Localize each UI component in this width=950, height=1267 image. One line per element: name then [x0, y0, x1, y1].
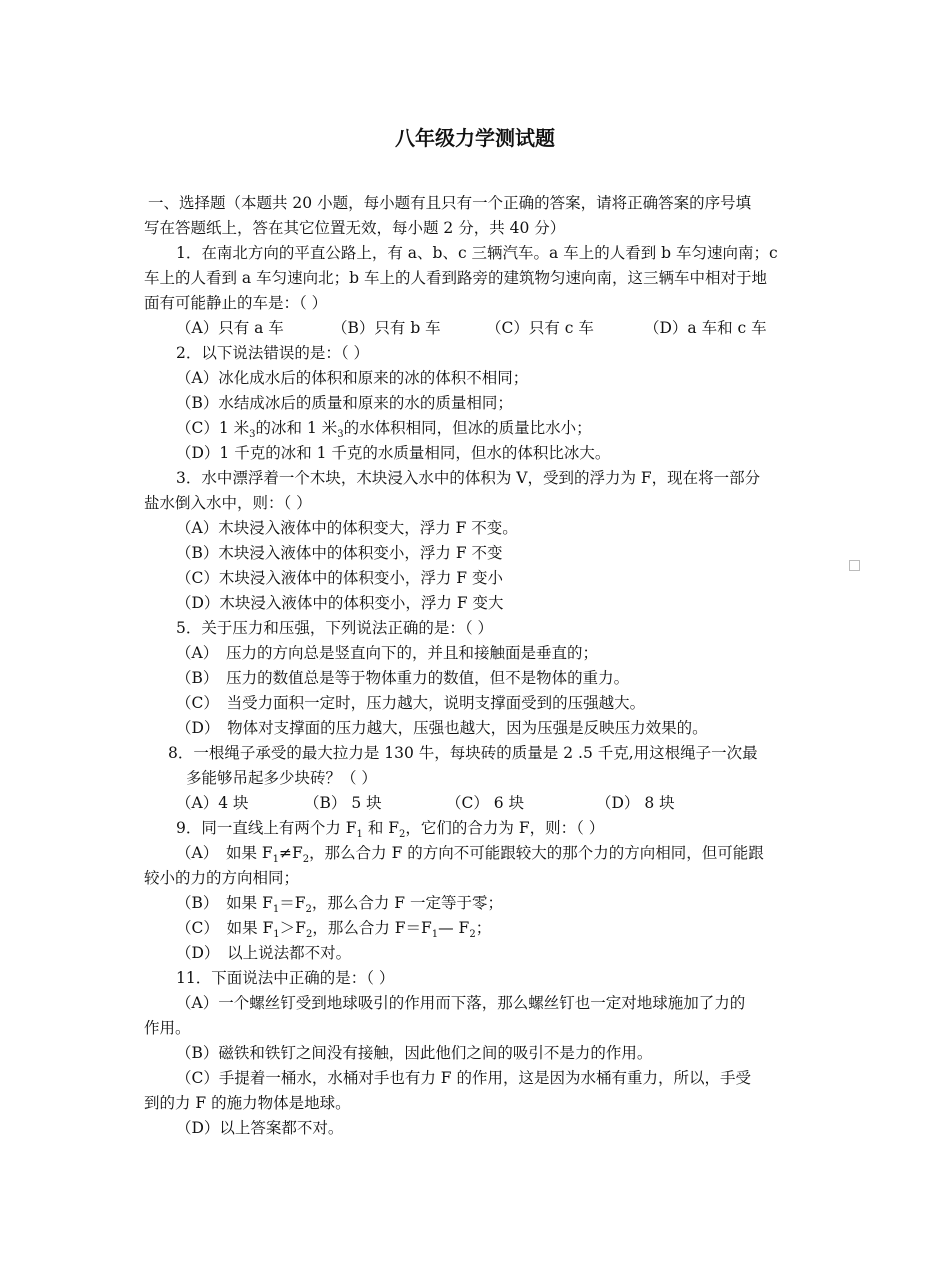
question-9-stem: 9．同一直线上有两个力 $F_1$ 和 $F_2$，它们的合力为 F，则：（ ）	[176, 819, 605, 841]
question-11-stem: 11．下面说法中正确的是：（ ）	[176, 969, 395, 987]
question-3-stem-line-1: 3．水中漂浮着一个木块，木块浸入水中的体积为 V，受到的浮力为 F，现在将一部分	[176, 469, 761, 487]
question-9-option-c: （C） 如果 $F_1>F_2$，那么合力 $F=F_1—$ $F_2$；	[176, 919, 492, 941]
question-3-option-b: （B）木块浸入液体中的体积变小，浮力 F 不变	[176, 544, 503, 562]
question-1-option-d: （D）a 车和 c 车	[644, 319, 767, 337]
question-5-option-d: （D） 物体对支撑面的压力越大，压强也越大，因为压强是反映压力效果的。	[176, 719, 708, 737]
question-8-stem-line-1: 8．一根绳子承受的最大拉力是 130 牛，每块砖的质量是 2 .5 千克,用这根绳子一次最	[168, 744, 758, 762]
question-8-option-a: （A）4 块	[176, 794, 249, 812]
section-heading-line-1: 一、选择题（本题共 20 小题，每小题有且只有一个正确的答案，请将正确答案的序号填	[148, 194, 752, 212]
question-11-option-b: （B）磁铁和铁钉之间没有接触，因此他们之间的吸引不是力的作用。	[176, 1044, 653, 1062]
question-3-option-c: （C）木块浸入液体中的体积变小，浮力 F 变小	[176, 569, 503, 587]
question-8-stem-line-2: 多能够吊起多少块砖？（ ）	[186, 769, 377, 787]
question-11-option-d: （D）以上答案都不对。	[176, 1119, 344, 1137]
question-9-option-a: （A） 如果 $F_1\ne F_2$，那么合力 F 的方向不可能跟较大的那个力的方向相同，但可能跟	[176, 844, 764, 866]
question-5-stem: 5．关于压力和压强，下列说法正确的是：（ ）	[176, 619, 494, 637]
question-2-option-c: （C）1 米$_3$的冰和 1 米$_3$的水体积相同，但冰的质量比水小；	[176, 419, 592, 441]
question-9-option-a-line-2: 较小的力的方向相同；	[144, 869, 300, 887]
question-11-option-c-line-1: （C）手提着一桶水，水桶对手也有力 F 的作用，这是因为水桶有重力，所以，手受	[176, 1069, 751, 1087]
question-2-option-a: （A）冰化成水后的体积和原来的冰的体积不相同；	[176, 369, 529, 387]
question-8-option-c: （C） 6 块	[446, 794, 525, 812]
question-9-option-b: （B） 如果 $F_1=F_2$，那么合力 F 一定等于零；	[176, 894, 503, 916]
question-1-stem-line-1: 1．在南北方向的平直公路上，有 a、b、c 三辆汽车。a 车上的人看到 b 车匀速向南；c	[176, 244, 778, 262]
question-1-option-b: （B）只有 b 车	[332, 319, 441, 337]
question-3-option-d: （D）木块浸入液体中的体积变小，浮力 F 变大	[176, 594, 504, 612]
question-1-stem-line-2: 车上的人看到 a 车匀速向北；b 车上的人看到路旁的建筑物匀速向南，这三辆车中相对于地	[144, 269, 767, 287]
question-2-option-b: （B）水结成冰后的质量和原来的水的质量相同；	[176, 394, 513, 412]
question-2-stem: 2．以下说法错误的是：（ ）	[176, 344, 370, 362]
question-8-option-b: （B） 5 块	[304, 794, 382, 812]
page-title: 八年级力学测试题	[395, 126, 555, 150]
question-11-option-a-line-1: （A）一个螺丝钉受到地球吸引的作用而下落，那么螺丝钉也一定对地球施加了力的	[176, 994, 746, 1012]
question-5-option-c: （C） 当受力面积一定时，压力越大，说明支撑面受到的压强越大。	[176, 694, 646, 712]
question-8-option-d: （D） 8 块	[596, 794, 675, 812]
question-3-stem-line-2: 盐水倒入水中，则：（ ）	[144, 494, 312, 512]
margin-marker-box	[849, 560, 860, 571]
question-1-stem-line-3: 面有可能静止的车是：（ ）	[144, 294, 328, 312]
question-1-option-a: （A）只有 a 车	[176, 319, 284, 337]
question-2-option-d: （D）1 千克的冰和 1 千克的水质量相同，但水的体积比冰大。	[176, 444, 611, 462]
question-11-option-c-line-2: 到的力 F 的施力物体是地球。	[144, 1094, 351, 1112]
question-9-option-d: （D） 以上说法都不对。	[176, 944, 352, 962]
question-5-option-b: （B） 压力的数值总是等于物体重力的数值，但不是物体的重力。	[176, 669, 630, 687]
question-5-option-a: （A） 压力的方向总是竖直向下的，并且和接触面是垂直的；	[176, 644, 598, 662]
question-11-option-a-line-2: 作用。	[144, 1019, 191, 1037]
section-heading-line-2: 写在答题纸上，答在其它位置无效，每小题 2 分，共 40 分）	[144, 219, 566, 237]
question-1-option-c: （C）只有 c 车	[486, 319, 594, 337]
question-3-option-a: （A）木块浸入液体中的体积变大，浮力 F 不变。	[176, 519, 518, 537]
